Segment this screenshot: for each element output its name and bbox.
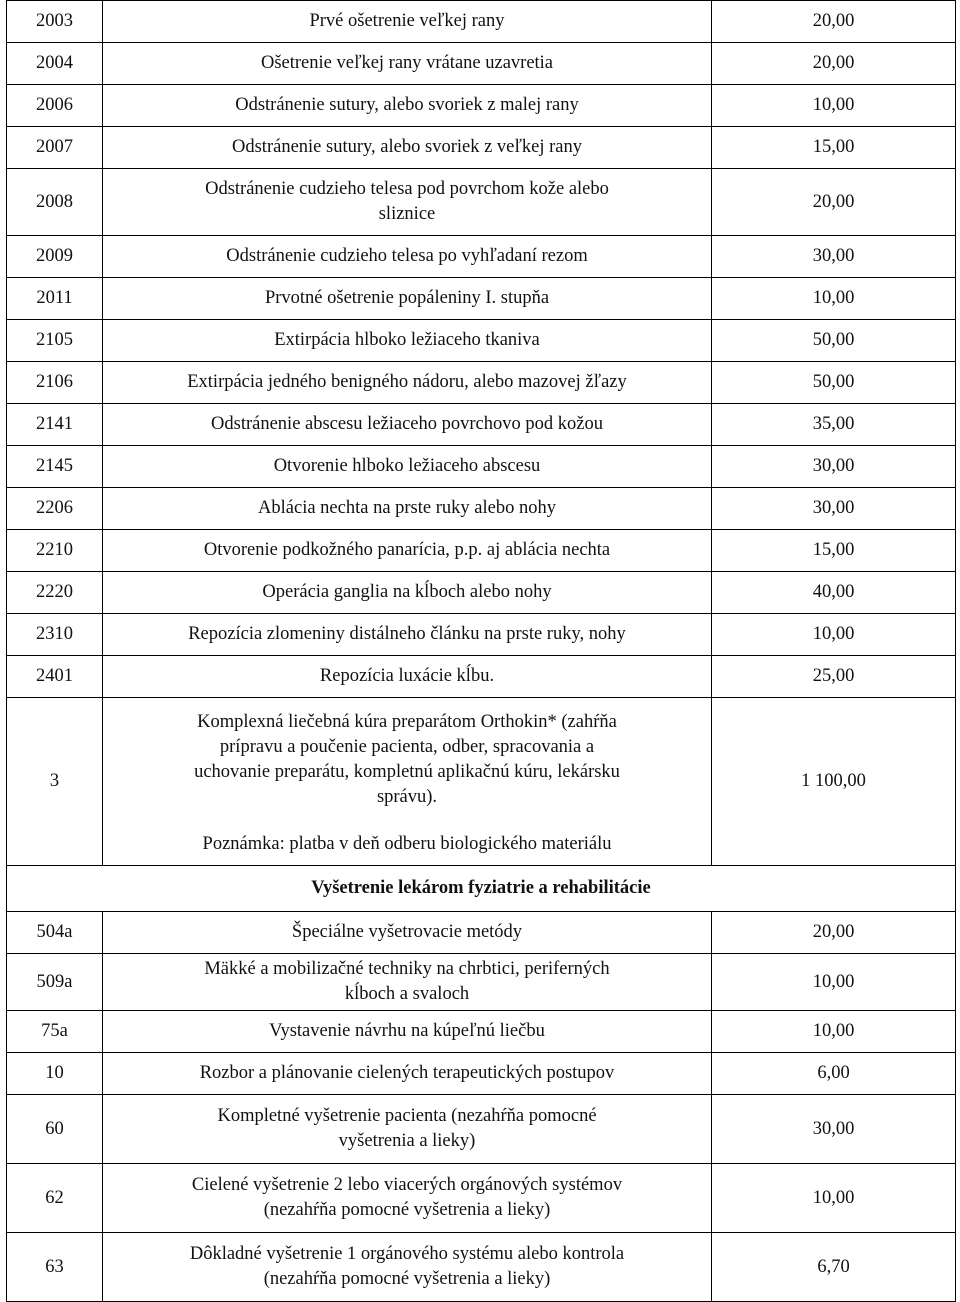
- service-price: 10,00: [712, 278, 956, 320]
- service-name-line: Kompletné vyšetrenie pacienta (nezahŕňa pomocné: [217, 1106, 597, 1126]
- table-row: [7, 488, 956, 530]
- table-row: [7, 656, 956, 698]
- table-row: [7, 572, 956, 614]
- service-name: Odstránenie sutury, alebo svoriek z veľkej rany: [103, 127, 712, 169]
- service-price: 6,00: [712, 1053, 956, 1095]
- service-code: 2003: [7, 1, 103, 43]
- service-name: Vystavenie návrhu na kúpeľnú liečbu: [103, 1011, 712, 1053]
- service-name: Odstránenie sutury, alebo svoriek z malej rany: [103, 85, 712, 127]
- table-row: [7, 1233, 956, 1302]
- service-name-line: (nezahŕňa pomocné vyšetrenia a lieky): [263, 1200, 551, 1220]
- service-price: 20,00: [712, 912, 956, 954]
- service-code: 2145: [7, 446, 103, 488]
- service-code: 2220: [7, 572, 103, 614]
- service-price: 30,00: [712, 236, 956, 278]
- table-row: [7, 1164, 956, 1233]
- table-row: [7, 1053, 956, 1095]
- service-name: Otvorenie hlboko ležiaceho abscesu: [103, 446, 712, 488]
- service-code: 2008: [7, 169, 103, 236]
- service-price: 10,00: [712, 1164, 956, 1233]
- section-header-row: [7, 866, 956, 912]
- table-row: [7, 362, 956, 404]
- table-row-orthokin: [7, 698, 956, 866]
- service-name: [103, 954, 712, 1011]
- table-row: [7, 1, 956, 43]
- service-price: 20,00: [712, 169, 956, 236]
- service-price: 20,00: [712, 43, 956, 85]
- service-code: 3: [7, 698, 103, 866]
- service-code: 63: [7, 1233, 103, 1302]
- service-name: Ošetrenie veľkej rany vrátane uzavretia: [103, 43, 712, 85]
- service-name: Špeciálne vyšetrovacie metódy: [103, 912, 712, 954]
- service-price: 35,00: [712, 404, 956, 446]
- service-description: [107, 706, 707, 810]
- service-name-line: Mäkké a mobilizačné techniky na chrbtici, periferných: [204, 959, 610, 979]
- service-code: 62: [7, 1164, 103, 1233]
- service-name-line: správu).: [376, 787, 438, 807]
- service-price: 10,00: [712, 1011, 956, 1053]
- table-row: [7, 1011, 956, 1053]
- payment-note: Poznámka: platba v deň odberu biologického materiálu: [202, 834, 612, 854]
- service-price: 30,00: [712, 446, 956, 488]
- table-row: [7, 1095, 956, 1164]
- service-price: 10,00: [712, 954, 956, 1011]
- price-list-table: [6, 0, 956, 1302]
- service-name: [103, 698, 712, 866]
- service-code: 60: [7, 1095, 103, 1164]
- service-code: 2006: [7, 85, 103, 127]
- service-price: 15,00: [712, 127, 956, 169]
- service-code: 2004: [7, 43, 103, 85]
- service-price: 15,00: [712, 530, 956, 572]
- table-row: [7, 404, 956, 446]
- service-code: 2210: [7, 530, 103, 572]
- service-code: 2011: [7, 278, 103, 320]
- table-row: [7, 127, 956, 169]
- service-name: Odstránenie cudzieho telesa po vyhľadaní rezom: [103, 236, 712, 278]
- service-name-line: Odstránenie cudzieho telesa pod povrchom kože alebo: [205, 179, 609, 199]
- service-code: 509a: [7, 954, 103, 1011]
- service-price: 10,00: [712, 614, 956, 656]
- table-row: [7, 236, 956, 278]
- service-name: Extirpácia hlboko ležiaceho tkaniva: [103, 320, 712, 362]
- service-name: Prvotné ošetrenie popáleniny I. stupňa: [103, 278, 712, 320]
- service-code: 2007: [7, 127, 103, 169]
- service-name: Extirpácia jedného benigného nádoru, alebo mazovej žľazy: [103, 362, 712, 404]
- service-name: Operácia ganglia na kĺboch alebo nohy: [103, 572, 712, 614]
- service-price: 50,00: [712, 362, 956, 404]
- service-code: 2401: [7, 656, 103, 698]
- service-name: [103, 1095, 712, 1164]
- service-price: 6,70: [712, 1233, 956, 1302]
- service-name: Prvé ošetrenie veľkej rany: [103, 1, 712, 43]
- service-name: [103, 169, 712, 236]
- table-row: [7, 954, 956, 1011]
- table-row: [7, 169, 956, 236]
- service-name-line: kĺboch a svaloch: [344, 984, 470, 1004]
- service-name-line: vyšetrenia a lieky): [338, 1131, 476, 1151]
- section-title: Vyšetrenie lekárom fyziatrie a rehabilitácie: [7, 866, 956, 912]
- service-price: 40,00: [712, 572, 956, 614]
- service-price: 30,00: [712, 1095, 956, 1164]
- service-name-line: Komplexná liečebná kúra preparátom Orthokin* (zahŕňa: [197, 712, 617, 732]
- service-price: 10,00: [712, 85, 956, 127]
- service-name: Otvorenie podkožného panarícia, p.p. aj ablácia nechta: [103, 530, 712, 572]
- service-price: 1 100,00: [712, 698, 956, 866]
- service-name-line: (nezahŕňa pomocné vyšetrenia a lieky): [263, 1269, 551, 1289]
- service-name: Repozícia zlomeniny distálneho článku na prste ruky, nohy: [103, 614, 712, 656]
- service-name-line: sliznice: [378, 204, 436, 224]
- service-name: [103, 1164, 712, 1233]
- service-code: 75a: [7, 1011, 103, 1053]
- service-price: 50,00: [712, 320, 956, 362]
- service-name: Ablácia nechta na prste ruky alebo nohy: [103, 488, 712, 530]
- service-code: 504a: [7, 912, 103, 954]
- table-row: [7, 43, 956, 85]
- service-name-line: Cielené vyšetrenie 2 lebo viacerých orgánových systémov: [191, 1175, 623, 1195]
- service-code: 2206: [7, 488, 103, 530]
- service-code: 2009: [7, 236, 103, 278]
- service-code: 2141: [7, 404, 103, 446]
- table-row: [7, 530, 956, 572]
- table-row: [7, 278, 956, 320]
- service-name-line: Dôkladné vyšetrenie 1 orgánového systému alebo kontrola: [189, 1244, 625, 1264]
- table-row: [7, 446, 956, 488]
- service-code: 10: [7, 1053, 103, 1095]
- service-name: [103, 1233, 712, 1302]
- table-row: [7, 85, 956, 127]
- service-name: Repozícia luxácie kĺbu.: [103, 656, 712, 698]
- service-code: 2105: [7, 320, 103, 362]
- table-row: [7, 614, 956, 656]
- service-price: 25,00: [712, 656, 956, 698]
- table-row: [7, 912, 956, 954]
- service-code: 2310: [7, 614, 103, 656]
- service-name: Odstránenie abscesu ležiaceho povrchovo pod kožou: [103, 404, 712, 446]
- service-name-line: prípravu a poučenie pacienta, odber, spracovania a: [219, 737, 595, 757]
- service-price: 30,00: [712, 488, 956, 530]
- service-name-line: uchovanie preparátu, kompletnú aplikačnú kúru, lekársku: [194, 762, 620, 782]
- service-name: Rozbor a plánovanie cielených terapeutických postupov: [103, 1053, 712, 1095]
- table-row: [7, 320, 956, 362]
- service-price: 20,00: [712, 1, 956, 43]
- service-code: 2106: [7, 362, 103, 404]
